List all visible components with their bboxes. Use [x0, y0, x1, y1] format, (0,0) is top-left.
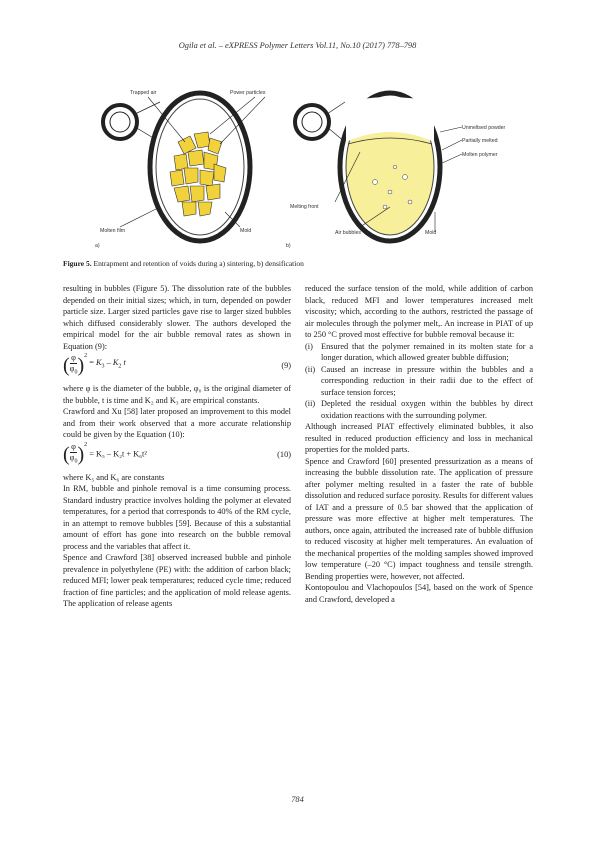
equation-number: (10): [277, 449, 291, 459]
paragraph: Although increased PIAT effectively eliminated bubbles, it also resulted in reduced production efficiency and loss in mechanical properties for the molded parts.: [305, 422, 533, 454]
paragraph: In RM, bubble and pinhole removal is a time consuming process. Standard industry practice involves holding the polymer at elevated temperatures, for a period that corresponds to 40% of the RM cycle, in an attempt to remove bubbles [59]. Because of this a substantial amount of effort has gone into research on the bubble removal process and the variables that affect it.: [63, 484, 291, 551]
paragraph: reduced the surface tension of the mold, while addition of carbon black, reduced MFI and lower temperatures increased melt viscosity; which, according to the authors, restricted the passage of air molecules through the polymer melt,. An increase in PIAT of up to 250 °C proved most effective for bubble removal because it:: [305, 284, 533, 339]
label-partially-melted: Partially melted: [462, 138, 498, 144]
label-trapped-air: Trapped air: [130, 90, 157, 96]
figure-5-drawing: [90, 72, 506, 252]
list-item: (i) Ensured that the polymer remained in its molten state for a longer duration, which allowed greater bubble diffusion;: [305, 341, 533, 362]
caption-label: Figure 5.: [63, 259, 92, 268]
panel-a-diagram: [95, 90, 266, 249]
paragraph: Kontopoulou and Vlachopoulos [54], based on the work of Spence and Crawford, developed a: [305, 583, 533, 604]
right-column: [305, 283, 533, 605]
label-mold-a: Mold: [240, 228, 252, 234]
label-mold-b: Mold: [425, 230, 437, 236]
paragraph: Crawford and Xu [58] later proposed an improvement to this model and from their work observed that a more accurate relationship could be given by the Equation (10):: [63, 407, 291, 439]
figure-caption: [63, 259, 533, 268]
label-air-bubbles: Air bubbles: [335, 230, 361, 236]
paragraph: where K₅ and K₆ are constants: [63, 472, 165, 482]
equation-10: ( $\frac{\varphi}{\varphi_0}$ )$^2$ = K₅ – K₂t + K₆t² (10): [63, 441, 291, 465]
label-molten-polymer: Molten polymer: [462, 152, 498, 158]
panel-a-label: a): [95, 243, 100, 249]
paragraph: resulting in bubbles (Figure 5). The dissolution rate of the bubbles depended on their initial sizes; which, in turn, depended on powder particle size. Larger sized particles gave rise to larger sized bubbles which diffused considerably slower. The authors developed the empirical model for the air bubble removal rates as shown in Equation (9):: [63, 284, 291, 351]
panel-b-label: b): [286, 243, 291, 249]
label-unmelted-powder: Unmeltsed powder: [462, 125, 506, 131]
list-item: (ii) Depleted the residual oxygen within the bubbles by direct oxidation reactions with the surrounding polymer.: [305, 399, 533, 420]
paragraph: Spence and Crawford [60] presented pressurization as a means of increasing the bubble dissolution rate. The application of pressure after polymer melting resulted in a faster the rate of bubble dissolution and reduced surface porosity. Results for different values of IAT and a pressure of 0.5 bar showed that the application of pressure was more effective at higher melt temperatures. The authors, once again, attributed the increased rate of bubble diffusion to reduced viscosity at higher melt temperatures. An evaluation of the mechanical properties of the molding samples showed improved low temperature (–20 °C) impact toughness and tensile strength. Bending properties were, however, not affected.: [305, 456, 533, 581]
list-item: (ii) Caused an increase in pressure within the bubbles and a corresponding reduction in their radii due to the effect of surface tension forces;: [305, 364, 533, 397]
page-number: 784: [291, 795, 304, 804]
caption-text: Entrapment and retention of voids during a) sintering, b) densification: [91, 259, 304, 268]
running-header: Ogila et al. – eXPRESS Polymer Letters Vol.11, No.10 (2017) 778–798: [178, 41, 417, 50]
paragraph: Spence and Crawford [38] observed increased bubble and pinhole prevalence in polyethylene (PE) with: the addition of carbon black; reduced MFI; lower peak temperatures; reduced cycle time; reduced fraction of fine particles; and the application of mold release agents. The application of release agents: [63, 553, 291, 608]
panel-b-diagram: [286, 93, 506, 249]
left-column: [63, 283, 291, 610]
label-power-particles: Power particles: [230, 90, 266, 96]
label-melting-front: Melting front: [290, 204, 319, 210]
equation-number: (9): [281, 361, 291, 370]
figure-5: [90, 72, 506, 252]
paragraph: where φ is the diameter of the bubble, φ₀ is the original diameter of the bubble, t is time and K₂ and K₃ are empirical constants.: [63, 384, 291, 405]
label-molten-film: Molten film: [100, 228, 126, 234]
equation-9: ( $\frac{\varphi}{\varphi_0}$ )$^2 = K_3 - K_2$ t (9): [63, 353, 291, 377]
